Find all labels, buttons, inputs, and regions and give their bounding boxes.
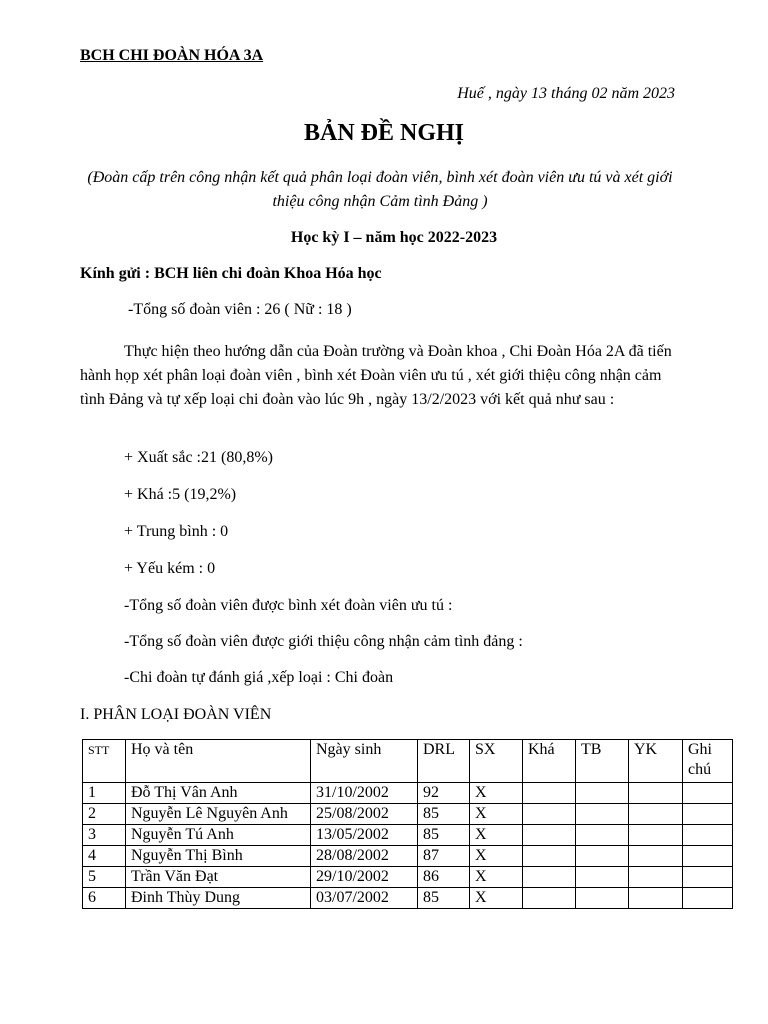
cell-stt: 5	[83, 867, 126, 888]
cell-name: Nguyễn Tú Anh	[126, 825, 311, 846]
result-average: + Trung bình : 0	[124, 523, 229, 540]
cell-stt: 4	[83, 846, 126, 867]
cell-name: Đỗ Thị Vân Anh	[126, 783, 311, 804]
cell-average	[576, 846, 629, 867]
organization-header: BCH CHI ĐOÀN HÓA 3A	[80, 47, 264, 64]
cell-notes	[683, 825, 733, 846]
cell-weak	[629, 825, 683, 846]
cell-name: Nguyễn Thị Bình	[126, 846, 311, 867]
header-stt: STT	[83, 740, 126, 783]
cell-drl: 85	[418, 804, 470, 825]
cell-weak	[629, 867, 683, 888]
cell-drl: 87	[418, 846, 470, 867]
date-line: Huế , ngày 13 tháng 02 năm 2023	[457, 85, 675, 102]
header-weak: YK	[629, 740, 683, 783]
cell-weak	[629, 804, 683, 825]
cell-stt: 3	[83, 825, 126, 846]
result-excellent: + Xuất sắc :21 (80,8%)	[124, 449, 273, 466]
cell-good	[523, 867, 576, 888]
header-good: Khá	[523, 740, 576, 783]
header-excellent: SX	[470, 740, 523, 783]
table-header-row	[83, 740, 733, 783]
table-row	[83, 783, 733, 804]
cell-average	[576, 804, 629, 825]
document-subtitle: (Đoàn cấp trên công nhận kết quả phân loại đoàn viên, bình xét đoàn viên ưu tú và xét giới thiệu công nhận Cảm tình Đảng )	[87, 169, 673, 210]
cell-birthdate: 03/07/2002	[311, 888, 418, 909]
table-row	[83, 825, 733, 846]
cell-birthdate: 13/05/2002	[311, 825, 418, 846]
header-average: TB	[576, 740, 629, 783]
cell-name: Nguyễn Lê Nguyên Anh	[126, 804, 311, 825]
header-name: Họ và tên	[126, 740, 311, 783]
cell-birthdate: 29/10/2002	[311, 867, 418, 888]
cell-weak	[629, 888, 683, 909]
table-row	[83, 867, 733, 888]
semester-line: Học kỳ I – năm học 2022-2023	[290, 229, 498, 246]
cell-excellent: X	[470, 888, 523, 909]
cell-stt: 1	[83, 783, 126, 804]
cell-excellent: X	[470, 825, 523, 846]
cell-weak	[629, 783, 683, 804]
recipient-line: Kính gửi : BCH liên chi đoàn Khoa Hóa học	[80, 265, 382, 282]
member-classification-table	[82, 739, 733, 909]
cell-good	[523, 804, 576, 825]
cell-excellent: X	[470, 783, 523, 804]
summary-party-introduction: -Tổng số đoàn viên được giới thiệu công nhận cảm tình đảng :	[124, 633, 523, 650]
result-good: + Khá :5 (19,2%)	[124, 486, 237, 503]
table-row	[83, 888, 733, 909]
cell-notes	[683, 888, 733, 909]
cell-drl: 85	[418, 888, 470, 909]
total-members-line: -Tổng số đoàn viên : 26 ( Nữ : 18 )	[128, 301, 352, 318]
header-drl: DRL	[418, 740, 470, 783]
cell-birthdate: 31/10/2002	[311, 783, 418, 804]
cell-average	[576, 867, 629, 888]
cell-weak	[629, 846, 683, 867]
cell-good	[523, 825, 576, 846]
cell-drl: 86	[418, 867, 470, 888]
cell-good	[523, 888, 576, 909]
cell-good	[523, 783, 576, 804]
cell-average	[576, 825, 629, 846]
cell-notes	[683, 804, 733, 825]
cell-stt: 2	[83, 804, 126, 825]
summary-outstanding-members: -Tổng số đoàn viên được bình xét đoàn viên ưu tú :	[124, 597, 453, 614]
cell-birthdate: 28/08/2002	[311, 846, 418, 867]
cell-name: Đinh Thùy Dung	[126, 888, 311, 909]
cell-excellent: X	[470, 804, 523, 825]
table-row	[83, 846, 733, 867]
cell-stt: 6	[83, 888, 126, 909]
cell-notes	[683, 846, 733, 867]
document-title: BẢN ĐỀ NGHỊ	[303, 120, 465, 146]
table-row	[83, 804, 733, 825]
cell-average	[576, 888, 629, 909]
cell-name: Trần Văn Đạt	[126, 867, 311, 888]
cell-good	[523, 846, 576, 867]
header-notes: Ghi chú	[683, 740, 733, 783]
cell-notes	[683, 783, 733, 804]
body-paragraph: Thực hiện theo hướng dẫn của Đoàn trường và Đoàn khoa , Chi Đoàn Hóa 2A đã tiến hành họp xét phân loại đoàn viên , bình xét Đoàn viên ưu tú , xét giới thiệu công nhận cảm tình Đảng và tự xếp loại chi đoàn vào lúc 9h , ngày 13/2/2023 với kết quả như sau :	[80, 343, 672, 408]
cell-birthdate: 25/08/2002	[311, 804, 418, 825]
header-birthdate: Ngày sinh	[311, 740, 418, 783]
cell-drl: 92	[418, 783, 470, 804]
cell-drl: 85	[418, 825, 470, 846]
summary-self-assessment: -Chi đoàn tự đánh giá ,xếp loại : Chi đoàn	[124, 669, 394, 686]
cell-excellent: X	[470, 867, 523, 888]
result-weak: + Yếu kém : 0	[124, 560, 216, 577]
cell-excellent: X	[470, 846, 523, 867]
cell-notes	[683, 867, 733, 888]
section-title: I. PHÂN LOẠI ĐOÀN VIÊN	[80, 706, 272, 723]
cell-average	[576, 783, 629, 804]
